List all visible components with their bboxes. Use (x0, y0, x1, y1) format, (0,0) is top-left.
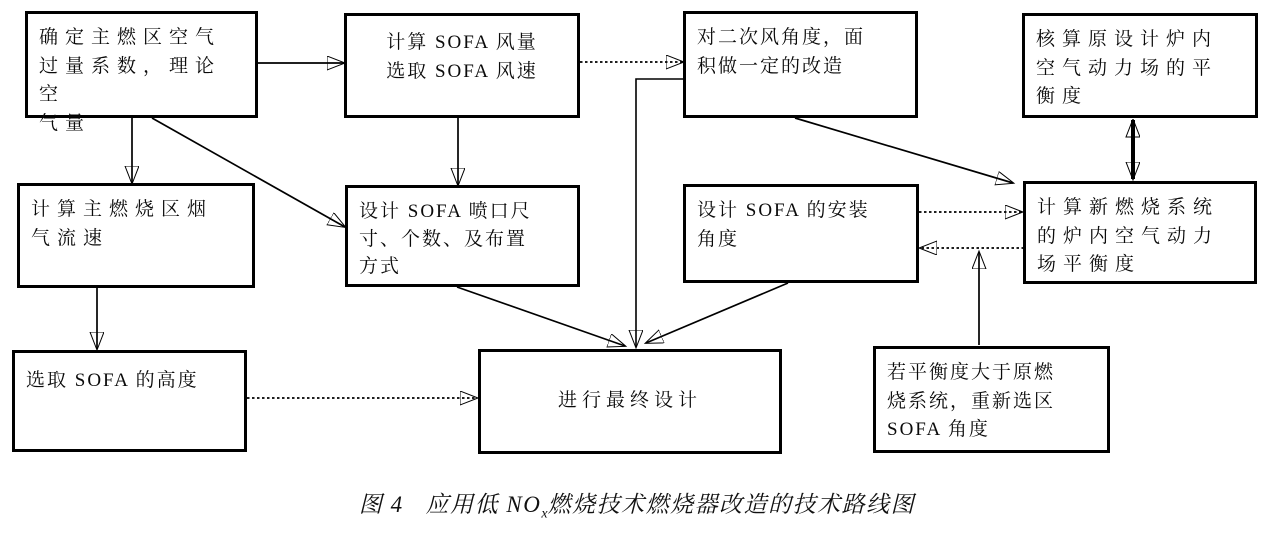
box-text-line: 烧系统，重新选区 (887, 390, 1056, 412)
arrow-nozzle-to-final (457, 287, 625, 346)
box-text-line: 计算新燃烧系统 (1037, 197, 1220, 218)
box-text-line: 气量 (39, 112, 92, 134)
arrow-angle-to-final (646, 283, 788, 343)
box-modify-secondary-air (683, 11, 918, 118)
box-if-balance-greater (873, 346, 1110, 453)
box-text-line: 计算主燃烧区烟 (31, 199, 214, 220)
box-text-line: 积做一定的改造 (697, 55, 845, 77)
box-text-line: 进行最终设计 (557, 390, 702, 412)
arrow-secondary-to-final (636, 79, 683, 347)
box-design-nozzle (345, 185, 580, 287)
box-text-line: 方式 (359, 256, 402, 278)
box-text-line: 寸、个数、及布置 (359, 228, 528, 250)
box-text-line: 若平衡度大于原燃 (887, 362, 1056, 383)
box-text-line: 空气动力场的平 (1036, 57, 1219, 79)
box-text-line: 场平衡度 (1037, 254, 1142, 275)
figure-caption (0, 486, 1274, 523)
box-text-line: 气流速 (31, 227, 110, 249)
box-text-line: 核算原设计炉内 (1036, 29, 1219, 50)
arrow-secondary-to-newfield (795, 118, 1013, 183)
caption-text-suffix: 燃烧技术燃烧器改造的技术路线图 (547, 492, 916, 517)
box-text-line: 设计 SOFA 的安装 (697, 200, 870, 221)
box-calc-sofa-flow (344, 13, 580, 118)
box-determine-excess-air (25, 11, 258, 134)
box-text-line: 对二次风角度，面 (697, 27, 866, 48)
box-text-line: SOFA 角度 (887, 419, 990, 440)
box-text-line: 的炉内空气动力 (1037, 225, 1220, 247)
box-text-line: 确定主燃区空气 (39, 27, 222, 48)
box-final-design (478, 349, 782, 454)
box-calc-new-field (1023, 181, 1257, 284)
box-text-line: 设计 SOFA 喷口尺 (359, 201, 532, 222)
box-select-sofa-height (12, 350, 247, 452)
box-check-original-field (1022, 13, 1258, 118)
box-text-line: 角度 (697, 228, 740, 250)
box-text-line: 选取 SOFA 的高度 (26, 370, 199, 391)
box-text-line: 计算 SOFA 风量 (386, 32, 538, 53)
box-design-install-angle (683, 184, 919, 283)
box-text-line: 选取 SOFA 风速 (386, 60, 538, 82)
caption-text-prefix: 应用低 NO (425, 492, 542, 517)
box-calc-flue-velocity (17, 183, 255, 288)
figure-number: 图 4 (358, 492, 404, 517)
caption-subscript: x (541, 506, 548, 522)
box-text-line: 衡度 (1036, 86, 1089, 107)
box-text-line: 过量系数，理论空 (39, 55, 222, 105)
